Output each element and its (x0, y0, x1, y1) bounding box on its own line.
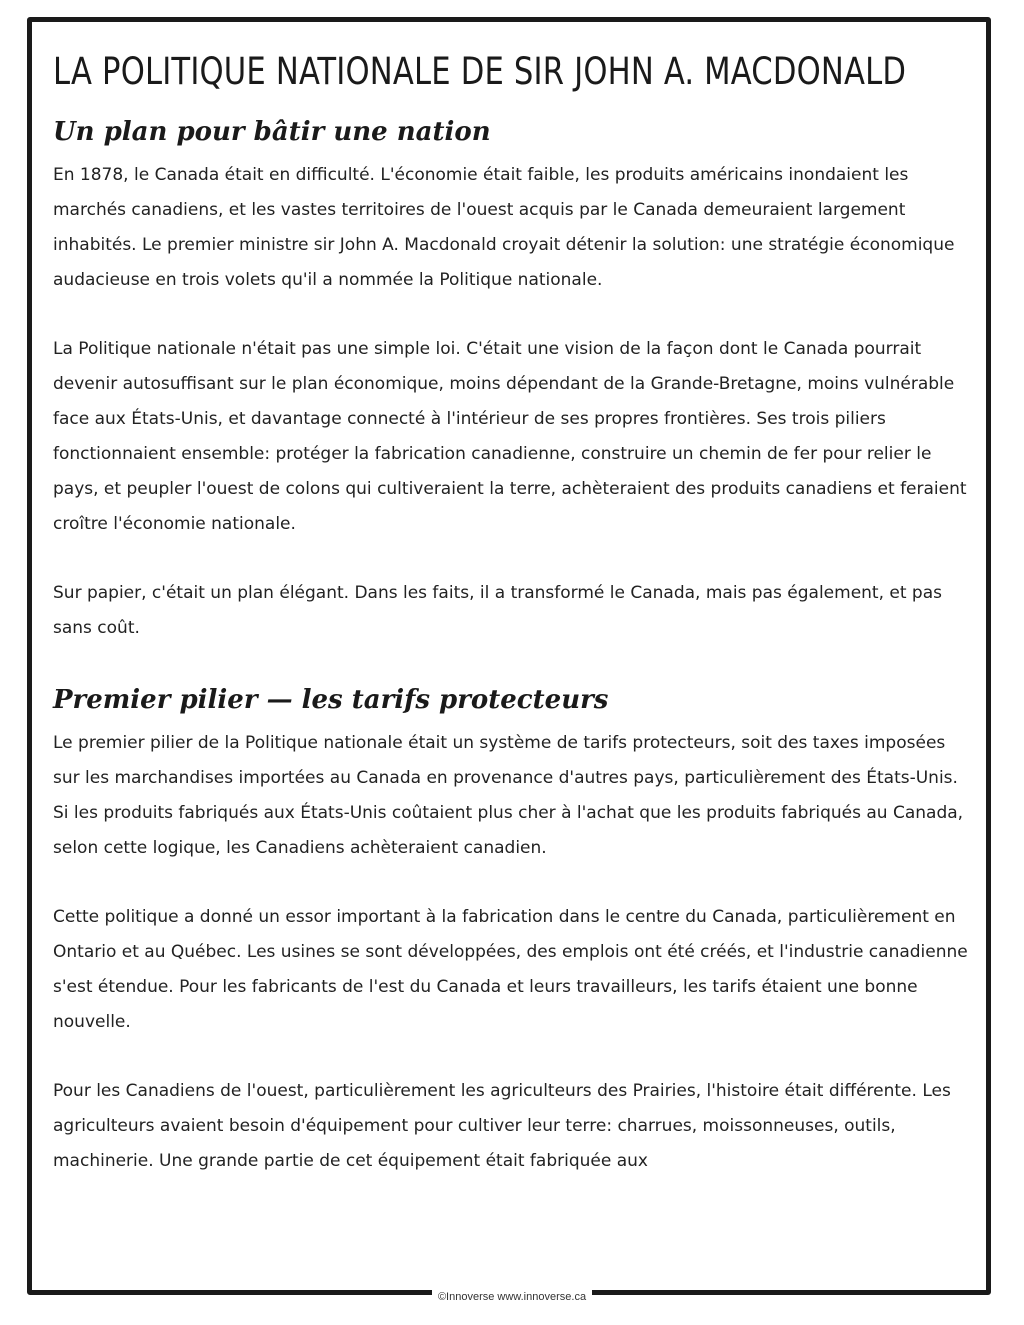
paragraph: Sur papier, c'était un plan élégant. Dans les faits, il a transformé le Canada, mais pas également, et pas sans coût. (53, 583, 942, 638)
section-heading: Premier pilier — les tarifs protecteurs (53, 685, 609, 715)
footer (0, 1285, 1024, 1304)
paragraph: Pour les Canadiens de l'ouest, particulièrement les agriculteurs des Prairies, l'histoire était différente. Les agriculteurs avaient besoin d'équipement pour cultiver leur terre: charrues, moissonneuses, outils, machinerie. Une grande partie de cet équipement était fabriquée aux (53, 1081, 951, 1171)
paragraph: La Politique nationale n'était pas une simple loi. C'était une vision de la façon dont le Canada pourrait devenir autosuffisant sur le plan économique, moins dépendant de la Grande-Bretagne, moins vulnérable face aux États-Unis, et davantage connecté à l'intérieur de ses propres frontières. Ses trois piliers fonctionnaient ensemble: protéger la fabrication canadienne, construire un chemin de fer pour relier le pays, et peupler l'ouest de colons qui cultiveraient la terre, achèteraient des produits canadiens et feraient croître l'économie nationale. (53, 339, 967, 534)
paragraph: Cette politique a donné un essor important à la fabrication dans le centre du Canada, particulièrement en Ontario et au Québec. Les usines se sont développées, des emplois ont été créés, et l'industrie canadienne s'est étendue. Pour les fabricants de l'est du Canada et leurs travailleurs, les tarifs étaient une bonne nouvelle. (53, 907, 968, 1032)
document-body (53, 46, 973, 1179)
copyright-text: ©Innoverse www.innoverse.ca (432, 1290, 592, 1304)
paragraph: En 1878, le Canada était en difficulté. L'économie était faible, les produits américains inondaient les marchés canadiens, et les vastes territoires de l'ouest acquis par le Canada demeuraient largement inhabités. Le premier ministre sir John A. Macdonald croyait détenir la solution: une stratégie économique audacieuse en trois volets qu'il a nommée la Politique nationale. (53, 165, 955, 290)
page-title: LA POLITIQUE NATIONALE DE SIR JOHN A. MACDONALD (53, 50, 907, 93)
paragraph: Le premier pilier de la Politique nationale était un système de tarifs protecteurs, soit des taxes imposées sur les marchandises importées au Canada en provenance d'autres pays, particulièrement des États-Unis. Si les produits fabriqués aux États-Unis coûtaient plus cher à l'achat que les produits fabriqués au Canada, selon cette logique, les Canadiens achèteraient canadien. (53, 733, 964, 858)
section-heading: Un plan pour bâtir une nation (53, 117, 491, 147)
